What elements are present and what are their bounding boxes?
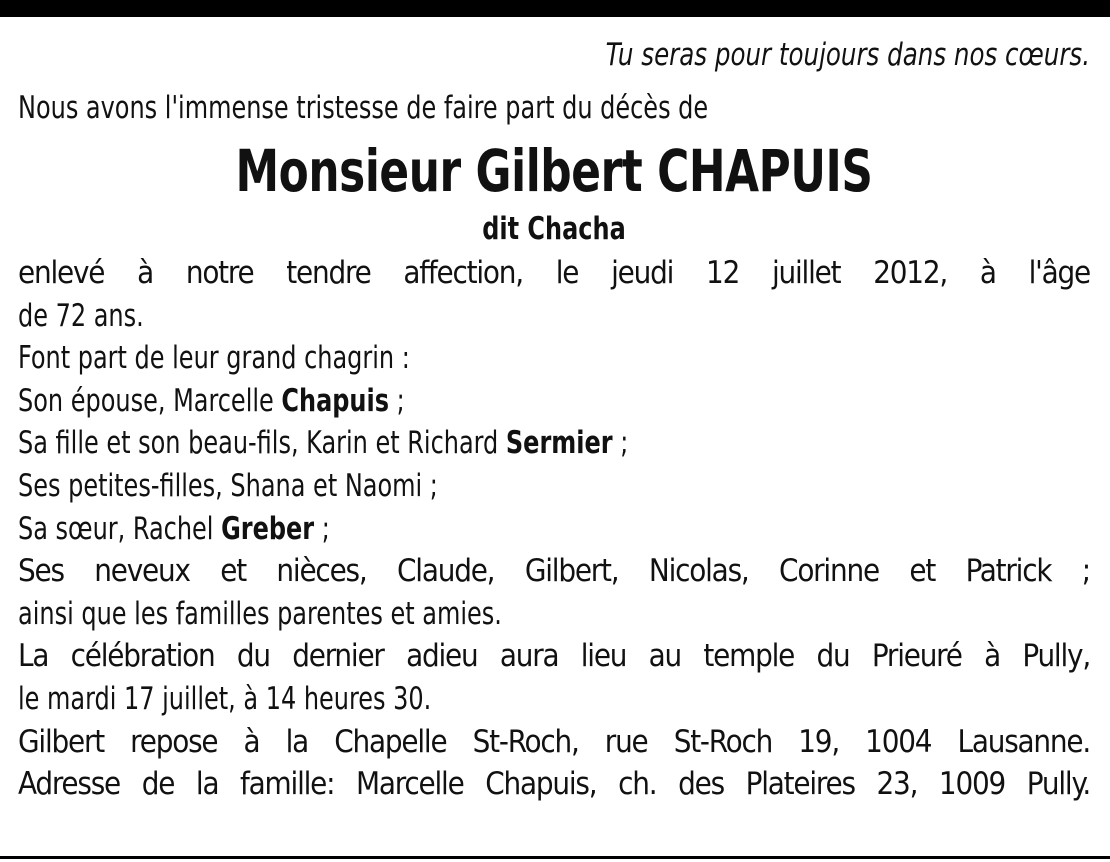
intro-line: Nous avons l'immense tristesse de faire part du décès de xyxy=(18,90,709,126)
family-nephews-line: Ses neveux et nièces, Claude, Gilbert, Nicolas, Corinne et Patrick ; xyxy=(18,553,1090,590)
others-text: ainsi que les familles parentes et amies. xyxy=(18,595,502,632)
age-text: de 72 ans. xyxy=(18,297,144,334)
motto-line: Tu seras pour toujours dans nos cœurs. xyxy=(605,37,1090,73)
family-daughter-line xyxy=(18,422,1090,465)
resting-place-line: Gilbert repose à la Chapelle St-Roch, rue St-Roch 19, 1004 Lausanne. xyxy=(18,723,1090,760)
death-announcement-line-2 xyxy=(18,295,1090,338)
family-address-line: Adresse de la famille: Marcelle Chapuis, ch. des Plateires 23, 1009 Pully. xyxy=(18,766,1090,803)
ceremony-time-text: le mardi 17 juillet, à 14 heures 30. xyxy=(18,680,432,717)
grief-intro-text: Font part de leur grand chagrin : xyxy=(18,340,410,377)
obituary-notice xyxy=(18,30,1090,806)
family-others-line xyxy=(18,593,1090,636)
sister-suffix: ; xyxy=(314,510,330,547)
death-announcement-line-1: enlevé à notre tendre affection, le jeudi 12 juillet 2012, à l'âge xyxy=(18,255,1090,291)
ceremony-line-2 xyxy=(18,678,1090,721)
bottom-border-rule xyxy=(0,856,1110,859)
sister-prefix: Sa sœur, Rachel xyxy=(18,510,222,547)
family-sister-line xyxy=(18,508,1090,551)
deceased-nickname: dit Chacha xyxy=(482,211,626,247)
top-border-rule xyxy=(0,0,1110,17)
spouse-suffix: ; xyxy=(389,382,405,419)
daughter-prefix: Sa fille et son beau-fils, Karin et Richard xyxy=(18,425,506,462)
family-granddaughters-line xyxy=(18,465,1090,508)
daughter-surname: Sermier xyxy=(505,425,613,462)
spouse-surname: Chapuis xyxy=(281,382,390,419)
sister-surname: Greber xyxy=(221,510,315,547)
grief-intro-line xyxy=(18,337,1090,380)
ceremony-line-1: La célébration du dernier adieu aura lieu au temple du Prieuré à Pully, xyxy=(18,638,1090,675)
deceased-name: Monsieur Gilbert CHAPUIS xyxy=(235,137,873,205)
daughter-suffix: ; xyxy=(612,425,629,462)
family-spouse-line xyxy=(18,380,1090,423)
granddaughters-text: Ses petites-filles, Shana et Naomi ; xyxy=(18,467,438,504)
spouse-prefix: Son épouse, Marcelle xyxy=(18,382,282,419)
